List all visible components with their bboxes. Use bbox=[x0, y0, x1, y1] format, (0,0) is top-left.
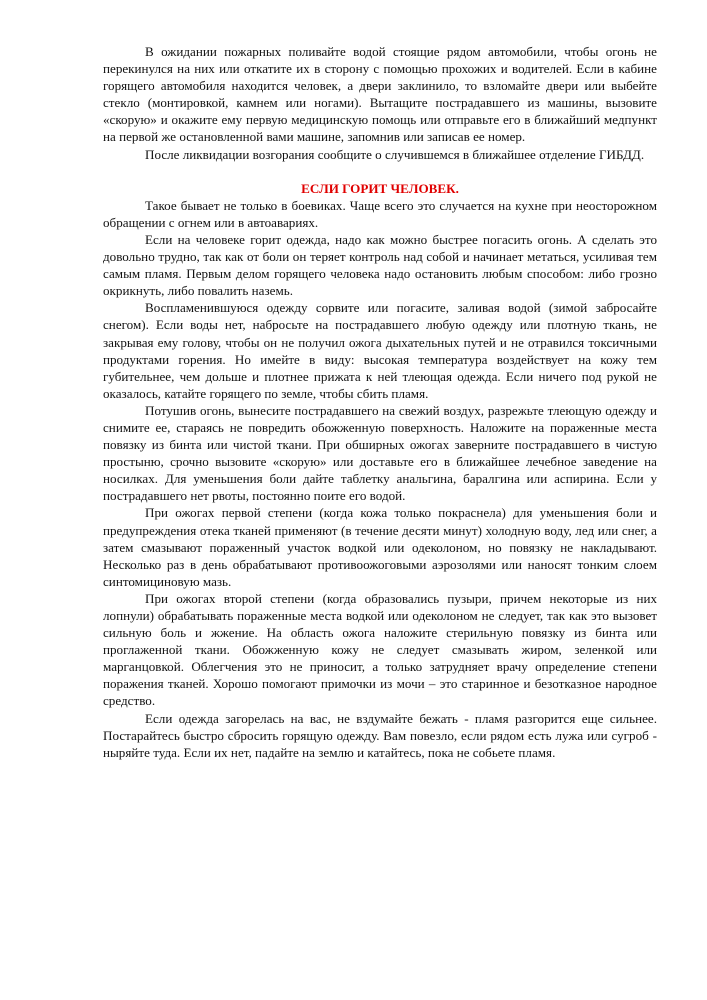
section-heading: ЕСЛИ ГОРИТ ЧЕЛОВЕК. bbox=[301, 180, 459, 196]
paragraph-where-it-happens: Такое бывает не только в боевиках. Чаще всего это случается на кухне при неосторожном обращении с огнем или в автоавариях. bbox=[103, 197, 657, 230]
paragraph-second-degree-burns: При ожогах второй степени (когда образовались пузыри, причем некоторые из них лопнули) обрабатывать пораженные места водкой или одеколоном не следует, так как это вызовет сильную боль и жжение. На область ожога наложите стерильную повязку из бинта или проглаженной ткани. Обожженную кожу не следует смазывать жиром, зеленкой или марганцовкой. Облегчения это не приносит, а только затрудняет врачу определение степени поражения тканей. Хорошо помогают примочки из мочи – это старинное и безотказное народное средство. bbox=[103, 590, 657, 709]
paragraph-report-to-gibdd: После ликвидации возгорания сообщите о случившемся в ближайшее отделение ГИБДД. bbox=[145, 146, 645, 162]
paragraph-first-degree-burns: При ожогах первой степени (когда кожа только покраснела) для уменьшения боли и предупреждения отека тканей применяют (в течение десяти минут) холодную воду, лед или снег, а затем смазывают пораженный участок водкой или одеколоном, но повязку не накладывают. Несколько раз в день обрабатывают противоожоговыми аэрозолями или наносят тонким слоем синтомициновую мазь. bbox=[103, 505, 657, 589]
paragraph-after-extinguishing: Потушив огонь, вынесите пострадавшего на свежий воздух, разрежьте тлеющую одежду и снимите ее, стараясь не повредить обожженную поверхность. Наложите на пораженные места повязку из бинта или чистой ткани. При обширных ожогах заверните пострадавшего в чистую простыню, срочно вызовите «скорую» или доставьте его в ближайшее лечебное заведение на носилках. Для уменьшения боли дайте таблетку анальгина, баралгина или аспирина. Если у пострадавшего нет рвоты, постоянно поите его водой. bbox=[103, 402, 657, 504]
section-spacer bbox=[103, 163, 657, 180]
paragraph-own-clothes-on-fire: Если одежда загорелась на вас, не вздумайте бежать - пламя разгорится еще сильнее. Постарайтесь быстро сбросить горящую одежду. Вам повезло, если рядом есть лужа или сугроб - ныряйте туда. Если их нет, падайте на землю и катайтесь, пока не собьете пламя. bbox=[103, 710, 657, 760]
paragraph-extinguish-fast: Если на человеке горит одежда, надо как можно быстрее погасить огонь. А сделать это довольно трудно, так как от боли он теряет контроль над собой и начинает метаться, усиливая тем самым пламя. Первым делом горящего человека надо остановить любым способом: либо грозно окрикнуть, либо повалить наземь. bbox=[103, 231, 657, 299]
document-page bbox=[103, 43, 657, 761]
paragraph-smother-clothing: Воспламенившуюся одежду сорвите или погасите, заливая водой (зимой забросайте снегом). Если воды нет, набросьте на пострадавшего любую одежду или плотную ткань, не закрывая ему голову, чтобы он не получил ожога дыхательных путей и не отравился токсичными продуктами горения. Но имейте в виду: высокая температура воздействует на кожу тем губительнее, чем дольше и плотнее прижата к ней тлеющая одежда. Если ничего под рукой не оказалось, катайте горящего по земле, чтобы сбить пламя. bbox=[103, 300, 657, 401]
paragraph-car-fire-rescue: В ожидании пожарных поливайте водой стоящие рядом автомобили, чтобы огонь не перекинулся на них или откатите их в сторону с помощью прохожих и водителей. Если в кабине горящего автомобиля находится человек, а двери заклинило, то взломайте двери или выбейте стекло (монтировкой, камнем или ногами). Вытащите пострадавшего из машины, вызовите «скорую» и окажите ему первую медицинскую помощь или отправьте его в ближайший медпункт на первой же остановленной вами машине, запомнив или записав ее номер. bbox=[103, 44, 657, 145]
